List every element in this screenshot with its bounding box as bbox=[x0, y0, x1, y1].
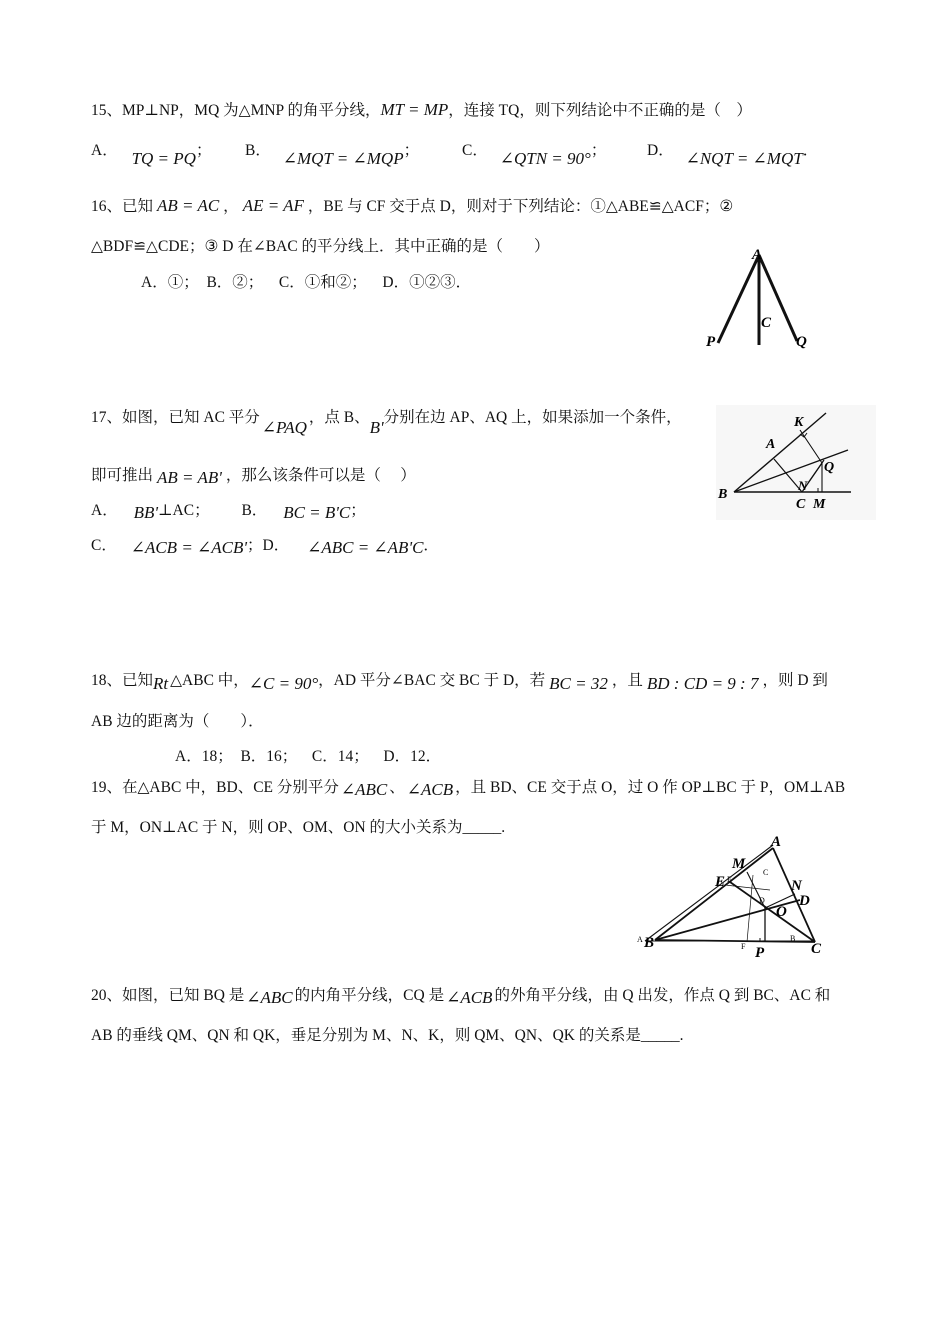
fig17-label-b: B bbox=[718, 487, 728, 502]
q18-line2: AB 边的距离为（ ）． bbox=[91, 713, 264, 730]
q17-line2 bbox=[91, 463, 416, 485]
q15-option-d-suffix: ． bbox=[802, 142, 819, 159]
q15-option-a-suffix: ； bbox=[195, 142, 212, 159]
fig17-line-qn bbox=[808, 463, 822, 483]
q15-option-d-label: D． bbox=[647, 142, 674, 159]
fig16-label-q: Q bbox=[796, 334, 807, 350]
q15-option-d-math: ∠NQT = ∠MQT bbox=[685, 149, 803, 168]
fig16-ray-ap bbox=[718, 255, 759, 343]
q20-text-b: 的内角平分线，CQ 是 bbox=[294, 987, 445, 1004]
q18-stem bbox=[91, 668, 828, 693]
q17-text-b: ，点 B、 bbox=[308, 409, 370, 426]
q18-math-1: Rt bbox=[153, 674, 169, 693]
q20-text-c: 的外角平分线，由 Q 出发，作点 Q 到 BC、AC 和 bbox=[494, 987, 831, 1004]
q17-math-2: B' bbox=[369, 418, 384, 437]
fig17-line-ba bbox=[734, 413, 826, 492]
q17-option-c-label: C． bbox=[91, 537, 117, 554]
q16-line2: △BDF≌△CDE；③ D 在∠BAC 的平分线上．其中正确的是（ ） bbox=[91, 238, 550, 255]
fig17-label-q: Q bbox=[824, 460, 835, 475]
q17-option-b-text: ； bbox=[350, 502, 366, 519]
q17-math-1: ∠PAQ bbox=[261, 418, 307, 437]
q17-option-d-text: ． bbox=[423, 537, 439, 554]
q17-option-cd-text: ；D． bbox=[247, 537, 290, 554]
fig19-small-label-b: B bbox=[790, 934, 796, 943]
fig19-label-o: O bbox=[776, 904, 787, 920]
q16-text-b: ， bbox=[223, 198, 239, 215]
q19-line2: 于 M，ON⊥AC 于 N，则 OP、OM、ON 的大小关系为_____. bbox=[91, 819, 506, 836]
fig17-label-k: K bbox=[794, 415, 804, 430]
fig19-small-label-d: D bbox=[759, 896, 765, 905]
q17-line2-text-b: ，那么该条件可以是（ ） bbox=[225, 467, 416, 484]
q18-math-4: BD : CD = 9 : 7 bbox=[646, 674, 759, 693]
q18-math-3: BC = 32 bbox=[549, 674, 608, 693]
q19-text-a: 19、在△ABC 中，BD、CE 分别平分 bbox=[91, 779, 339, 796]
fig17-label-c: C bbox=[796, 497, 806, 512]
fig19-label-a: A bbox=[771, 834, 782, 850]
fig17-label-n: N bbox=[798, 478, 808, 493]
fig19-label-e: E bbox=[715, 874, 726, 890]
q19-math-2: ∠ACB bbox=[406, 780, 454, 799]
q15-option-d bbox=[647, 138, 819, 168]
fig19-small-label-c: C bbox=[763, 868, 769, 877]
fig16-label-c: C bbox=[761, 315, 772, 331]
fig16-label-p: P bbox=[706, 334, 716, 350]
fig19-label-m: M bbox=[732, 856, 746, 872]
q18-text-a: 18、已知 bbox=[91, 672, 154, 689]
q17-option-a-math: BB' bbox=[133, 503, 158, 522]
q15-option-c-math: ∠QTN = 90° bbox=[499, 149, 591, 168]
figure-bisector-perpendiculars bbox=[716, 405, 876, 520]
fig19-label-c: C bbox=[811, 941, 822, 957]
q20-math-2: ∠ACB bbox=[446, 988, 493, 1007]
q20-stem bbox=[91, 983, 830, 1005]
fig19-label-n: N bbox=[791, 878, 802, 894]
figure-angle-bisector bbox=[700, 245, 830, 355]
q20-line2: AB 的垂线 QM、QN 和 QK，垂足分别为 M、N、K，则 QM、QN、QK 的关系是_____. bbox=[91, 1027, 684, 1044]
fig19-small-label-f: F bbox=[741, 942, 746, 951]
fig17-line-qk bbox=[800, 430, 822, 463]
q15-option-a-math: TQ = PQ bbox=[131, 149, 196, 168]
q15-stem-text-a: 15、MP⊥NP，MQ 为△MNP 的角平分线， bbox=[91, 102, 381, 119]
fig19-small-label-a: A bbox=[637, 935, 643, 944]
fig19-thin-line-1 bbox=[747, 875, 753, 942]
q19-math-1: ∠ABC bbox=[340, 780, 388, 799]
q17-text-c: 分别在边 AP、AQ 上，如果添加一个条件， bbox=[383, 409, 682, 426]
q17-option-d-math: ∠ABC = ∠AB'C bbox=[307, 538, 424, 557]
fig19-side-ab bbox=[655, 848, 773, 940]
fig17-label-a: A bbox=[766, 437, 776, 452]
q16-options: A．①； B．②； C．①和②； D．①②③． bbox=[141, 274, 472, 291]
q19-stem bbox=[91, 775, 845, 797]
q16-text-a: 16、已知 bbox=[91, 198, 154, 215]
q15-option-b-label: B． bbox=[245, 142, 271, 159]
fig17-label-m: M bbox=[813, 497, 826, 512]
q18-text-c: ，AD 平分∠BAC 交 BC 于 D，若 bbox=[318, 672, 546, 689]
q17-option-b-label: B． bbox=[241, 502, 268, 519]
q17-options-row2 bbox=[91, 533, 439, 557]
q18-text-b: △ABC 中， bbox=[170, 672, 249, 689]
fig19-small-label-e: E bbox=[727, 875, 732, 884]
q15-option-b bbox=[245, 138, 420, 168]
q18-text-d: ，且 bbox=[611, 672, 643, 689]
q15-option-c bbox=[462, 138, 607, 168]
q18-math-2: ∠C = 90° bbox=[248, 674, 319, 693]
q15-stem-math: MT = MP bbox=[380, 100, 449, 119]
q15-stem-text-b: ，连接 TQ，则下列结论中不正确的是（ ） bbox=[448, 102, 752, 119]
q17-option-c-math: ∠ACB = ∠ACB' bbox=[130, 538, 248, 557]
q17-option-b-math: BC = B'C bbox=[283, 503, 351, 522]
q20-math-1: ∠ABC bbox=[246, 988, 293, 1007]
fig19-label-b: B bbox=[644, 935, 655, 951]
q18-options: A．18； B．16； C．14； D．12． bbox=[175, 748, 442, 765]
fig19-label-p: P bbox=[755, 945, 765, 960]
q15-option-b-math: ∠MQT = ∠MQP bbox=[282, 149, 404, 168]
q15-option-c-suffix: ； bbox=[590, 142, 607, 159]
fig19-label-d: D bbox=[799, 893, 810, 909]
fig19-thin-line-2 bbox=[725, 885, 770, 890]
q17-stem bbox=[91, 405, 682, 437]
q15-stem bbox=[91, 98, 752, 120]
q17-option-a-text: ⊥AC； bbox=[157, 502, 210, 519]
fig19-extra-line bbox=[645, 845, 773, 941]
q17-options-row1 bbox=[91, 498, 366, 522]
q20-text-a: 20、如图，已知 BQ 是 bbox=[91, 987, 245, 1004]
q15-option-a-label: A． bbox=[91, 142, 118, 159]
q17-line2-text-a: 即可推出 bbox=[91, 467, 154, 484]
q16-text-c: ，BE 与 CF 交于点 D，则对于下列结论：①△ABE≌△ACF；② bbox=[307, 198, 734, 215]
q19-text-b: 、 bbox=[389, 779, 405, 796]
q19-text-c: ，且 BD、CE 交于点 O，过 O 作 OP⊥BC 于 P，OM⊥AB bbox=[455, 779, 846, 796]
q18-text-e: ，则 D 到 bbox=[762, 672, 828, 689]
q16-math-1: AB = AC bbox=[157, 196, 220, 215]
fig16-label-a: A bbox=[752, 247, 763, 263]
q17-line2-math: AB = AB' bbox=[157, 468, 222, 487]
q16-math-2: AE = AF bbox=[242, 196, 304, 215]
q17-text-a: 17、如图，已知 AC 平分 bbox=[91, 409, 260, 426]
figure-incenter-triangle bbox=[635, 830, 840, 960]
q15-option-a bbox=[91, 138, 212, 168]
q17-option-a-label: A． bbox=[91, 502, 118, 519]
q16-stem bbox=[91, 194, 733, 216]
q15-option-c-label: C． bbox=[462, 142, 488, 159]
q15-option-b-suffix: ； bbox=[403, 142, 420, 159]
